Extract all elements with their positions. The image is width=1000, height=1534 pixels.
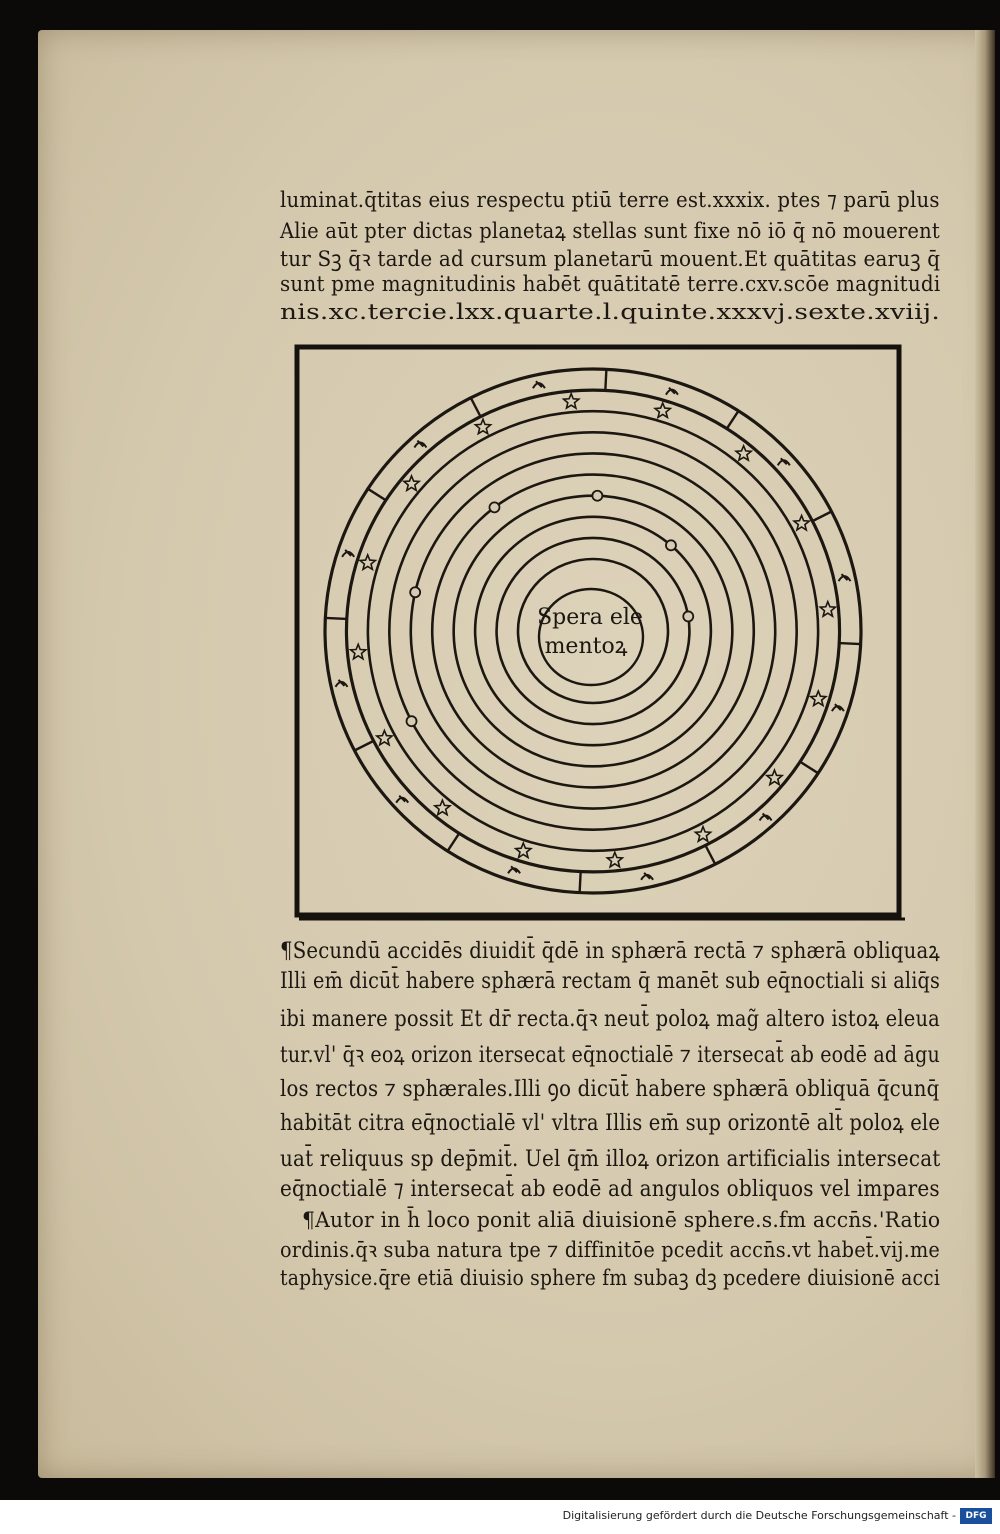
star-icon [564, 394, 579, 408]
text-line: taphysice.q̄re etiā diuisio sphere fm subaꝫ dꝫ pcedere diuisionē acci [280, 1266, 941, 1290]
zodiac-sign-glyph [760, 813, 772, 820]
zodiac-sign-glyph [839, 574, 851, 581]
star-icon [516, 843, 531, 858]
planet-symbol-icon [683, 611, 693, 621]
star-icon [820, 602, 835, 617]
text-line: luminat.q̄titas eius respectu ptiū terre est.xxxix. ptes ⁊ parū plus [280, 188, 940, 213]
zodiac-sign-glyph [335, 680, 347, 687]
text-line: Illi em̄ dicūt̄ habere sphærā rectam q̄ manēt sub eq̄noctiali si aliq̄s [280, 968, 941, 994]
text-line: ¶Secundū accidēs diuidit̄ q̄dē in sphærā rectā ⁊ sphærā obliquaꝝ [280, 938, 940, 964]
sphere-ring [432, 475, 754, 788]
zodiac-divider [471, 398, 481, 417]
center-label: Spera ele [537, 605, 643, 630]
zodiac-sign-glyph [414, 441, 426, 448]
star-icon [811, 691, 826, 705]
sphere-ring [346, 390, 839, 872]
book-gutter [975, 30, 995, 1478]
zodiac-divider [605, 369, 606, 390]
star-icon [794, 516, 809, 531]
zodiac-sign-glyph [641, 873, 653, 880]
zodiac-divider [727, 411, 739, 429]
concentric-spheres [325, 369, 861, 893]
text-line: los rectos ⁊ sphærales.Illi ꝯo dicūt̄ habere sphærā obliquā q̄cunq̄ [280, 1076, 940, 1102]
sphere-ring [497, 538, 690, 724]
zodiac-sign-glyph [778, 458, 790, 465]
footer-bar [0, 1500, 1000, 1534]
celestial-spheres-woodcut [293, 343, 908, 927]
text-line: nis.xc.tercie.lxx.quarte.l.quinte.xxxvj.sexte.xviij. [280, 300, 940, 325]
text-line: ¶Autor in h̄ loco ponit aliā diuisionē sphere.s.fm accn̄s.'Ratio [302, 1208, 941, 1232]
star-icon [377, 731, 392, 745]
star-icon [360, 555, 375, 570]
star-icon [736, 446, 751, 460]
zodiac-sign-glyph [666, 388, 678, 395]
sphere-ring [325, 369, 861, 893]
text-line: Alie aūt pter dictas planetaꝝ stellas sunt fixe nō iō q̄ nō mouerent [280, 219, 940, 244]
text-line: uat̄ reliquus sp dep̄mit̄. Uel q̄m̄ illoꝝ orizon artificialis intersecat [280, 1146, 941, 1172]
zodiac-sign-glyph [533, 381, 545, 388]
text-line: tur.vl' q̄ꝛ eoꝝ orizon itersecat eq̄noctialē ⁊ itersecat̄ ab eodē ad āgu [280, 1042, 940, 1068]
text-line: habitāt citra eq̄noctialē vl' vltra Illis em̄ sup orizontē alt̄ poloꝝ ele [280, 1110, 941, 1136]
star-icon [404, 476, 419, 491]
planet-symbol-icon [489, 502, 499, 512]
planet-symbol-icon [592, 491, 602, 501]
zodiac-divider [354, 741, 373, 751]
funding-notice: Digitalisierung gefördert durch die Deutsche Forschungsgemeinschaft - [562, 1509, 956, 1522]
sphere-ring [368, 411, 818, 851]
text-line: sunt pme magnitudinis habēt quātitatē terre.cxv.scōe magnitudi [280, 272, 941, 297]
zodiac-sign-glyph [508, 866, 520, 873]
sphere-ring [411, 453, 775, 808]
star-icon [435, 800, 450, 815]
center-label: mentoꝝ [544, 634, 628, 659]
star-icon [351, 644, 366, 659]
star-icon [475, 419, 490, 433]
text-line: eq̄noctialē ⁊ intersecat̄ ab eodē ad angulos obliquos vel impares [280, 1176, 940, 1202]
zodiac-band [325, 369, 860, 892]
text-line: ordinis.q̄ꝛ suba natura tpe ⁊ diffinitōe pcedit accn̄s.vt habet̄.vij.me [280, 1238, 940, 1262]
planet-symbol-icon [407, 716, 417, 726]
sphere-ring [475, 517, 711, 745]
star-icon [607, 852, 622, 867]
zodiac-divider [580, 872, 581, 893]
zodiac-sign-glyph [396, 796, 408, 803]
zodiac-divider [325, 618, 346, 619]
star-icon [655, 403, 670, 417]
zodiac-divider [448, 833, 460, 851]
text-line: tur Sꝫ q̄ꝛ tarde ad cursum planetarū mouent.Et quātitas earuꝫ q̄ [280, 247, 941, 272]
zodiac-divider [368, 489, 386, 500]
zodiac-divider [800, 762, 818, 773]
dfg-logo: DFG [960, 1508, 992, 1524]
star-icon [767, 770, 782, 785]
planet-symbol-icon [410, 587, 420, 597]
spheres-diagram-svg [293, 343, 908, 927]
zodiac-sign-glyph [342, 550, 354, 557]
zodiac-divider [812, 512, 831, 522]
zodiac-divider [705, 845, 715, 864]
zodiac-divider [839, 643, 860, 644]
zodiac-sign-glyph [832, 704, 844, 711]
text-line: ibi manere possit Et dr̄ recta.q̄ꝛ neut̄ poloꝝ mag̃ altero istoꝝ eleua [280, 1006, 940, 1032]
fixed-stars [351, 394, 836, 867]
planet-symbol-icon [666, 540, 676, 550]
star-icon [695, 827, 710, 842]
